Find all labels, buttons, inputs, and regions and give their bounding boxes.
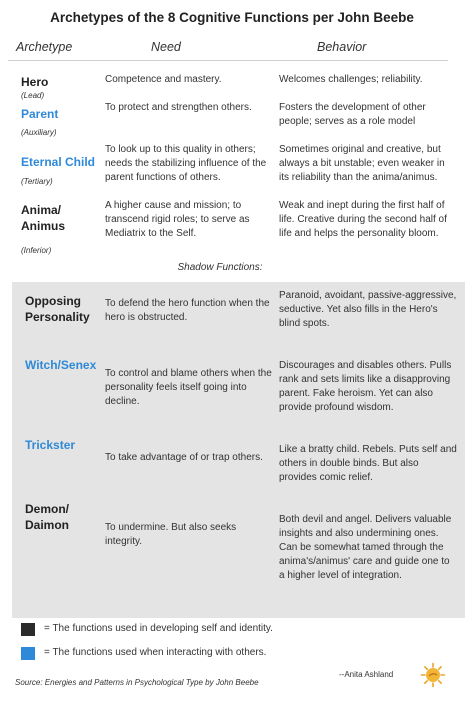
column-header-archetype: Archetype [16,40,73,54]
source-citation: Source: Energies and Patterns in Psychological Type by John Beebe [15,678,259,687]
legend-text-blue: = The functions used when interacting with others. [44,647,267,658]
archetype-name-hero: Hero [21,75,49,89]
archetype-role-hero: (Lead) [21,91,45,100]
legend-text-dark: = The functions used in developing self and identity. [44,623,273,634]
behavior-witch-senex: Discourages and disables others. Pulls rank and sets limits like a disapproving parent. Fake heroism. Yet can also provide profound wisdom. [279,360,452,413]
need-parent: To protect and strengthen others. [105,102,252,113]
archetype-role-anima-animus: (Inferior) [21,246,52,255]
need-trickster: To take advantage of or trap others. [105,452,263,463]
need-opposing-personality: To defend the hero function when the hero is obstructed. [105,298,270,323]
archetype-role-parent: (Auxiliary) [21,128,57,137]
shadow-name-trickster: Trickster [25,438,76,452]
archetype-name-parent: Parent [21,107,59,121]
page-title: Archetypes of the 8 Cognitive Functions per John Beebe [50,10,414,25]
legend-swatch-dark [21,623,35,636]
header-divider [8,60,448,61]
sun-logo-icon [420,662,446,688]
behavior-eternal-child: Sometimes original and creative, but always a bit unstable; even weaker in its reliability than the anima/animus. [279,144,445,183]
need-hero: Competence and mastery. [105,74,222,85]
legend-swatch-blue [21,647,35,660]
behavior-anima-animus: Weak and inept during the first half of life. Creative during the second half of life and helps the personality bloom. [279,200,447,239]
shadow-name-demon-daimon: Demon/ Daimon [25,502,70,532]
behavior-trickster: Like a bratty child. Rebels. Puts self and others in double binds. But also provides comic relief. [279,444,457,483]
need-anima-animus: A higher cause and mission; to transcend rigid roles; to serve as Mediatrix to the Self. [105,200,250,239]
need-witch-senex: To control and blame others when the personality feels itself going into decline. [105,368,272,407]
behavior-opposing-personality: Paranoid, avoidant, passive-aggressive, seductive. Yet also fills in the Hero's blind spots. [279,290,457,329]
behavior-parent: Fosters the development of other people; serves as a role model [279,102,426,127]
need-eternal-child: To look up to this quality in others; needs the stabilizing influence of the parent functions of others. [105,144,267,183]
shadow-functions-label: Shadow Functions: [177,262,263,273]
shadow-name-opposing-personality: Opposing Personality [25,294,90,324]
column-header-behavior: Behavior [317,40,367,54]
archetype-name-anima-animus: Anima/ Animus [21,203,66,233]
column-header-need: Need [151,40,181,54]
need-demon-daimon: To undermine. But also seeks integrity. [105,522,237,547]
behavior-demon-daimon: Both devil and angel. Delivers valuable insights and also undermining ones. Can be somewhat tamed through the anima's/animus' care and guide one to a higher level of integration. [279,514,452,581]
author-credit: --Anita Ashland [339,670,394,679]
archetype-name-eternal-child: Eternal Child [21,155,96,169]
archetype-role-eternal-child: (Tertiary) [21,177,53,186]
behavior-hero: Welcomes challenges; reliability. [279,74,423,85]
shadow-name-witch-senex: Witch/Senex [25,358,97,372]
